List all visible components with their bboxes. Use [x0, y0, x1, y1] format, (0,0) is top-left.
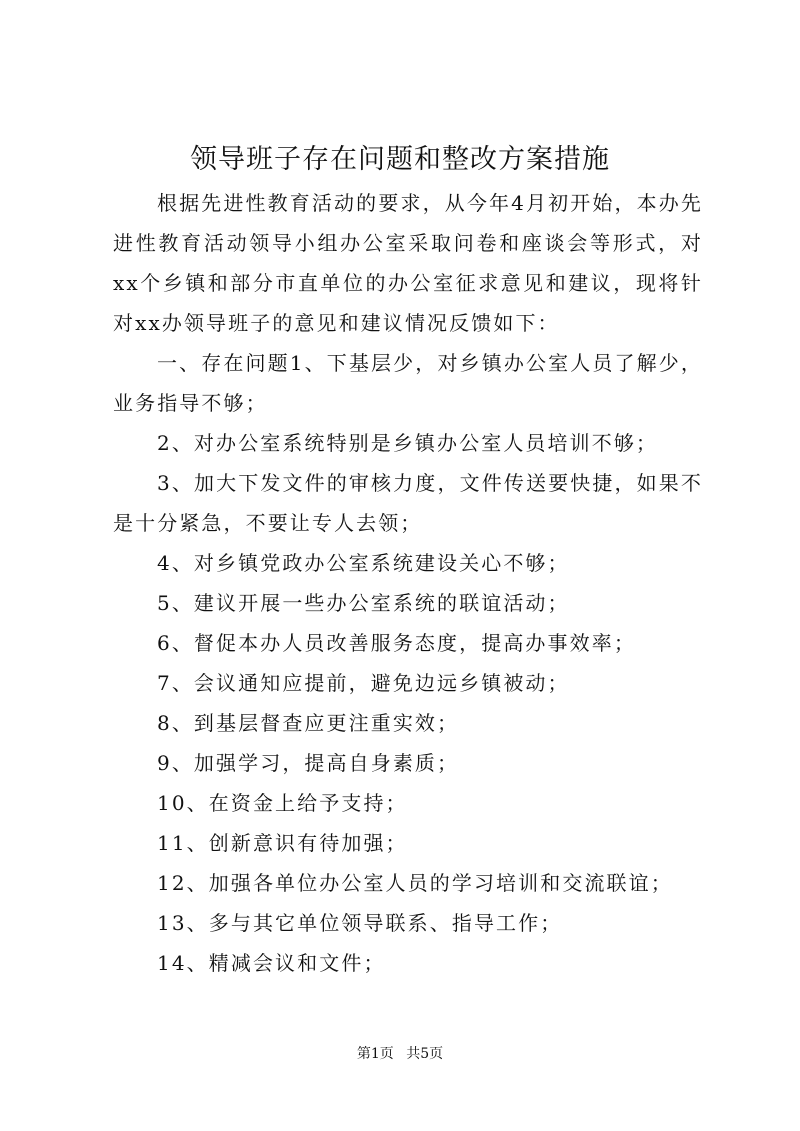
paragraph: 6、督促本办人员改善服务态度，提高办事效率；: [157, 631, 636, 655]
paragraph: 5、建议开展一些办公室系统的联谊活动；: [157, 591, 570, 615]
page-total: 共5页: [406, 1046, 444, 1062]
paragraph: 4、对乡镇党政办公室系统建设关心不够；: [157, 551, 570, 575]
paragraph: 3、加大下发文件的审核力度，文件传送要快捷，如果不是十分紧急，不要让专人去领；: [113, 471, 703, 535]
paragraph: 14、精减会议和文件；: [157, 951, 386, 975]
paragraph: 7、会议通知应提前，避免边远乡镇被动；: [157, 671, 570, 695]
paragraph: 根据先进性教育活动的要求，从今年4月初开始，本办先进性教育活动领导小组办公室采取问卷和座谈会等形式，对xx个乡镇和部分市直单位的办公室征求意见和建议，现将针对xx办领导班子的意见和建议情况反馈如下：: [113, 191, 703, 335]
paragraph: 11、创新意识有待加强；: [157, 831, 408, 855]
paragraph: 10、在资金上给予支持；: [157, 791, 408, 815]
paragraph: 13、多与其它单位领导联系、指导工作；: [157, 911, 563, 935]
page-number: 第1页: [356, 1046, 394, 1062]
paragraph: 9、加强学习，提高自身素质；: [157, 751, 460, 775]
document-body: [113, 183, 703, 983]
paragraph: 12、加强各单位办公室人员的学习培训和交流联谊；: [157, 871, 673, 895]
page-footer: [0, 1044, 800, 1064]
document-title: 领导班子存在问题和整改方案措施: [190, 144, 610, 175]
paragraph: 一、存在问题1、下基层少，对乡镇办公室人员了解少，业务指导不够；: [113, 351, 703, 415]
paragraph: 2、对办公室系统特别是乡镇办公室人员培训不够；: [157, 431, 659, 455]
paragraph: 8、到基层督查应更注重实效；: [157, 711, 460, 735]
